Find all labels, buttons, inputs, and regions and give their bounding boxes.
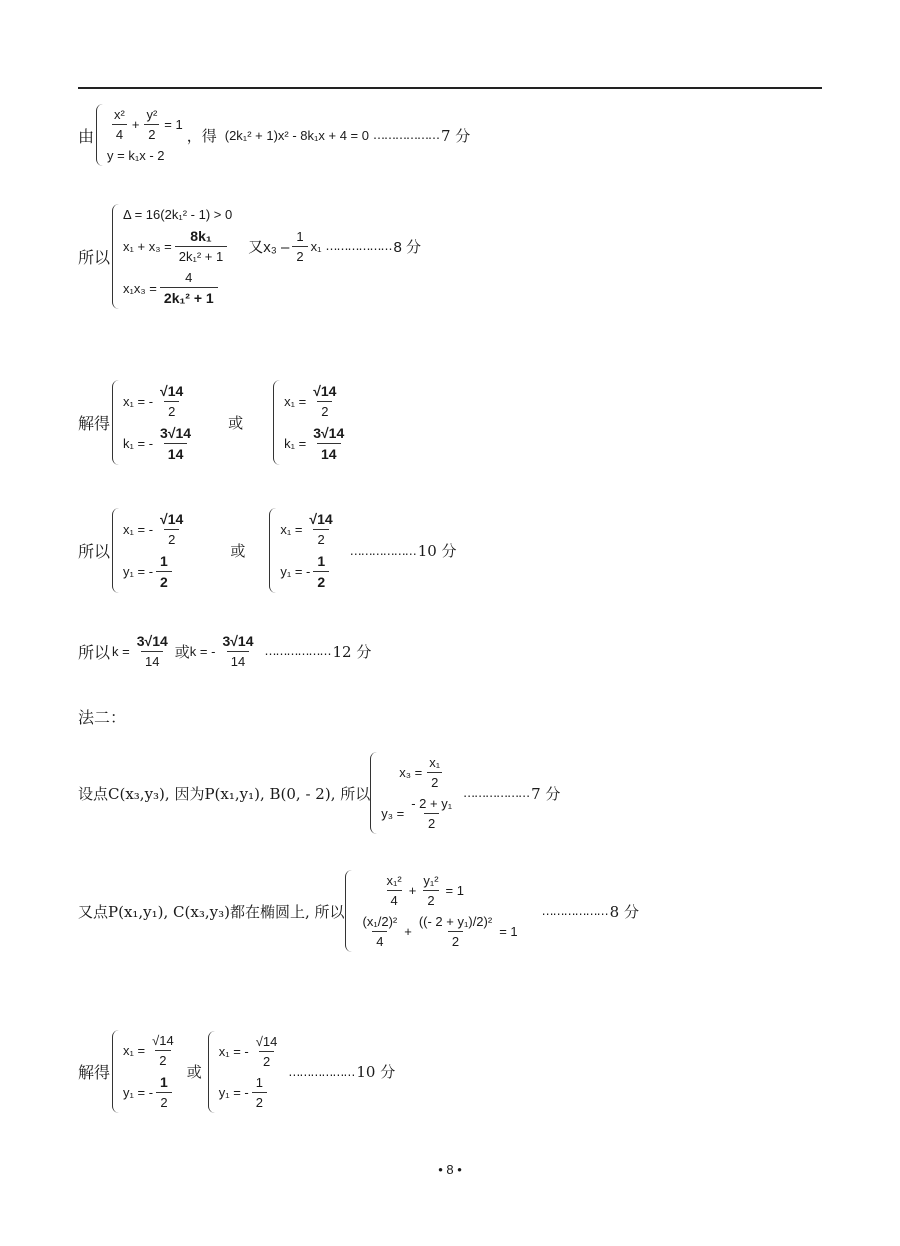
- fraction-denominator: 2k₁² + 1: [175, 246, 228, 264]
- fraction-denominator: 2: [155, 1050, 170, 1068]
- fraction-numerator: 4: [185, 270, 193, 285]
- lhs: x₁ =: [284, 393, 307, 409]
- solution-system-b: [269, 508, 339, 593]
- fraction-numerator: 1: [296, 228, 304, 244]
- lhs: k₁ = -: [123, 436, 154, 451]
- fraction-numerator: √14: [152, 1033, 174, 1048]
- fraction-numerator: (x₁/2)²: [362, 914, 398, 929]
- fraction-denominator: 2: [317, 401, 332, 419]
- or-text: 或: [228, 414, 244, 432]
- brace: [269, 508, 276, 593]
- solution-system-b: [273, 380, 351, 465]
- fraction-denominator: 2: [423, 890, 438, 908]
- midpoint-text: 设点C(x₃,y₃), 因为P(x₁,y₁), B(0, - 2), 所以: [78, 784, 371, 803]
- fraction-denominator: 4: [372, 931, 387, 949]
- line-equation: y = k₁x - 2: [107, 148, 165, 163]
- fraction-denominator: 2: [313, 571, 329, 590]
- lhs: k =: [112, 643, 130, 659]
- equation-rhs: = 1: [164, 117, 183, 132]
- or-text: 或: [230, 542, 246, 560]
- fraction-numerator: 3√14: [222, 633, 254, 649]
- step-label: 由: [78, 126, 95, 146]
- leader-dots: ………………: [541, 904, 608, 918]
- fraction-numerator: √14: [255, 1033, 278, 1049]
- fraction-numerator: 1: [317, 553, 326, 569]
- fraction-denominator: 2: [424, 813, 439, 831]
- fraction-numerator: y²: [146, 107, 158, 122]
- step-label: 解得: [78, 1063, 111, 1082]
- step-k-values: [78, 633, 371, 669]
- equation-rhs: = 1: [499, 924, 518, 939]
- equation-rhs: = 1: [445, 883, 464, 898]
- fraction-denominator: 2: [144, 124, 159, 142]
- lhs: y₁ = -: [218, 1084, 249, 1100]
- lhs: k₁ =: [284, 436, 307, 451]
- or-text: 或: [174, 642, 190, 661]
- fraction-denominator: 2: [164, 401, 179, 419]
- step-solve-p: [78, 1030, 395, 1113]
- fraction-numerator: x₁²: [386, 873, 402, 888]
- method-two-heading: [78, 705, 128, 728]
- or-text: 或: [186, 1063, 202, 1081]
- brace: [273, 380, 280, 465]
- leader-dots: ………………: [373, 128, 439, 142]
- solution-system-a: [112, 380, 198, 465]
- fraction-numerator: 3√14: [313, 425, 345, 441]
- fraction-denominator: 2k₁² + 1: [160, 287, 218, 306]
- step-substitution: [78, 104, 470, 166]
- step-on-ellipse: [78, 870, 639, 952]
- fraction-denominator: 4: [387, 890, 402, 908]
- fraction-numerator: y₁²: [423, 873, 439, 888]
- step-point-p: [78, 508, 457, 593]
- step-label: 所以: [78, 642, 111, 662]
- lhs: x₃ =: [399, 765, 423, 780]
- step-label: 解得: [78, 414, 111, 433]
- brace: [345, 870, 352, 952]
- leader-dots: ………………: [325, 239, 392, 253]
- fraction-denominator: 2: [156, 1092, 171, 1110]
- solution-system-a: [112, 508, 190, 593]
- method-label: 法二：: [78, 708, 127, 727]
- step-vieta: [78, 204, 421, 309]
- sum-lhs: x₁ + x₃ =: [123, 238, 172, 254]
- lhs: x₁ =: [123, 1043, 146, 1058]
- operator: +: [408, 883, 417, 898]
- score-mark: 8 分: [609, 902, 639, 921]
- fraction-numerator: 1: [160, 1074, 168, 1090]
- connector-text: ，得: [186, 126, 217, 145]
- equation-system: [345, 870, 518, 952]
- fraction-denominator: 2: [292, 246, 307, 264]
- discriminant: Δ = 16(2k₁² - 1) > 0: [123, 207, 233, 222]
- equation-system: [112, 204, 421, 309]
- brace: [96, 104, 103, 166]
- fraction-numerator: √14: [160, 383, 184, 399]
- page-number: • 8 •: [438, 1162, 462, 1177]
- leader-dots: ………………: [463, 786, 530, 800]
- fraction-denominator: 14: [317, 443, 341, 462]
- score-mark: 10 分: [356, 1063, 396, 1081]
- header-rule: [78, 87, 822, 89]
- fraction-denominator: 14: [164, 443, 188, 462]
- fraction-denominator: 14: [141, 651, 163, 669]
- score-mark: 10 分: [417, 542, 457, 560]
- also-tail: x₁: [310, 238, 322, 254]
- brace: [370, 752, 377, 834]
- solution-system-a: [112, 1030, 181, 1113]
- fraction-denominator: 2: [448, 931, 463, 949]
- brace: [208, 1031, 215, 1113]
- lhs: y₃ =: [381, 806, 405, 821]
- brace: [112, 1030, 119, 1113]
- lhs: y₁ = -: [123, 1084, 154, 1100]
- score-mark: 7 分: [531, 784, 561, 803]
- step-label: 所以: [78, 542, 111, 561]
- fraction-numerator: 8k₁: [190, 228, 212, 244]
- fraction-denominator: 2: [313, 529, 328, 547]
- fraction-denominator: 2: [156, 571, 172, 590]
- solution-system-b: [208, 1031, 285, 1113]
- fraction-numerator: √14: [160, 511, 184, 527]
- lhs: k = -: [189, 643, 216, 659]
- equation-system: [96, 104, 183, 166]
- operator: +: [131, 117, 140, 132]
- fraction-numerator: 1: [255, 1074, 263, 1090]
- lhs: y₁ = -: [280, 564, 311, 579]
- fraction-denominator: 4: [112, 124, 127, 142]
- fraction-numerator: x²: [114, 107, 125, 122]
- brace: [112, 508, 119, 593]
- fraction-numerator: - 2 + y₁: [411, 796, 453, 811]
- quadratic-result: (2k₁² + 1)x² - 8k₁x + 4 = 0: [224, 127, 369, 143]
- leader-dots: ………………: [264, 644, 331, 658]
- fraction-denominator: 2: [252, 1092, 267, 1110]
- equation-system: [370, 752, 459, 834]
- step-midpoint: [78, 752, 560, 834]
- leader-dots: ………………: [288, 1064, 355, 1079]
- step-solve-k: [78, 380, 351, 465]
- operator: +: [404, 924, 412, 939]
- fraction-numerator: x₁: [429, 755, 441, 770]
- lhs: y₁ = -: [123, 564, 154, 579]
- score-mark: 12 分: [332, 642, 372, 661]
- step-label: 所以: [78, 248, 111, 267]
- lhs: x₁ = -: [123, 521, 154, 537]
- lhs: x₁ = -: [218, 1043, 249, 1059]
- fraction-denominator: 2: [164, 529, 179, 547]
- fraction-numerator: 3√14: [136, 633, 168, 649]
- score-mark: 7 分: [441, 126, 471, 145]
- brace: [112, 204, 119, 309]
- fraction-numerator: 3√14: [160, 425, 192, 441]
- fraction-numerator: 1: [160, 553, 168, 569]
- product-lhs: x₁x₃ =: [123, 280, 157, 296]
- fraction-denominator: 14: [227, 651, 249, 669]
- leader-dots: ………………: [349, 543, 416, 558]
- fraction-denominator: 2: [259, 1051, 274, 1069]
- lhs: x₁ = -: [123, 393, 154, 409]
- lhs: x₁ =: [280, 521, 303, 537]
- fraction-numerator: √14: [309, 511, 333, 527]
- brace: [112, 380, 119, 465]
- fraction-numerator: ((- 2 + y₁)/2)²: [418, 914, 493, 929]
- also-text: 又x₃ –: [248, 238, 290, 256]
- ellipse-text: 又点P(x₁,y₁), C(x₃,y₃)都在椭圆上, 所以: [78, 902, 345, 921]
- score-mark: 8 分: [393, 238, 421, 256]
- fraction-denominator: 2: [427, 772, 442, 790]
- fraction-numerator: √14: [313, 383, 337, 399]
